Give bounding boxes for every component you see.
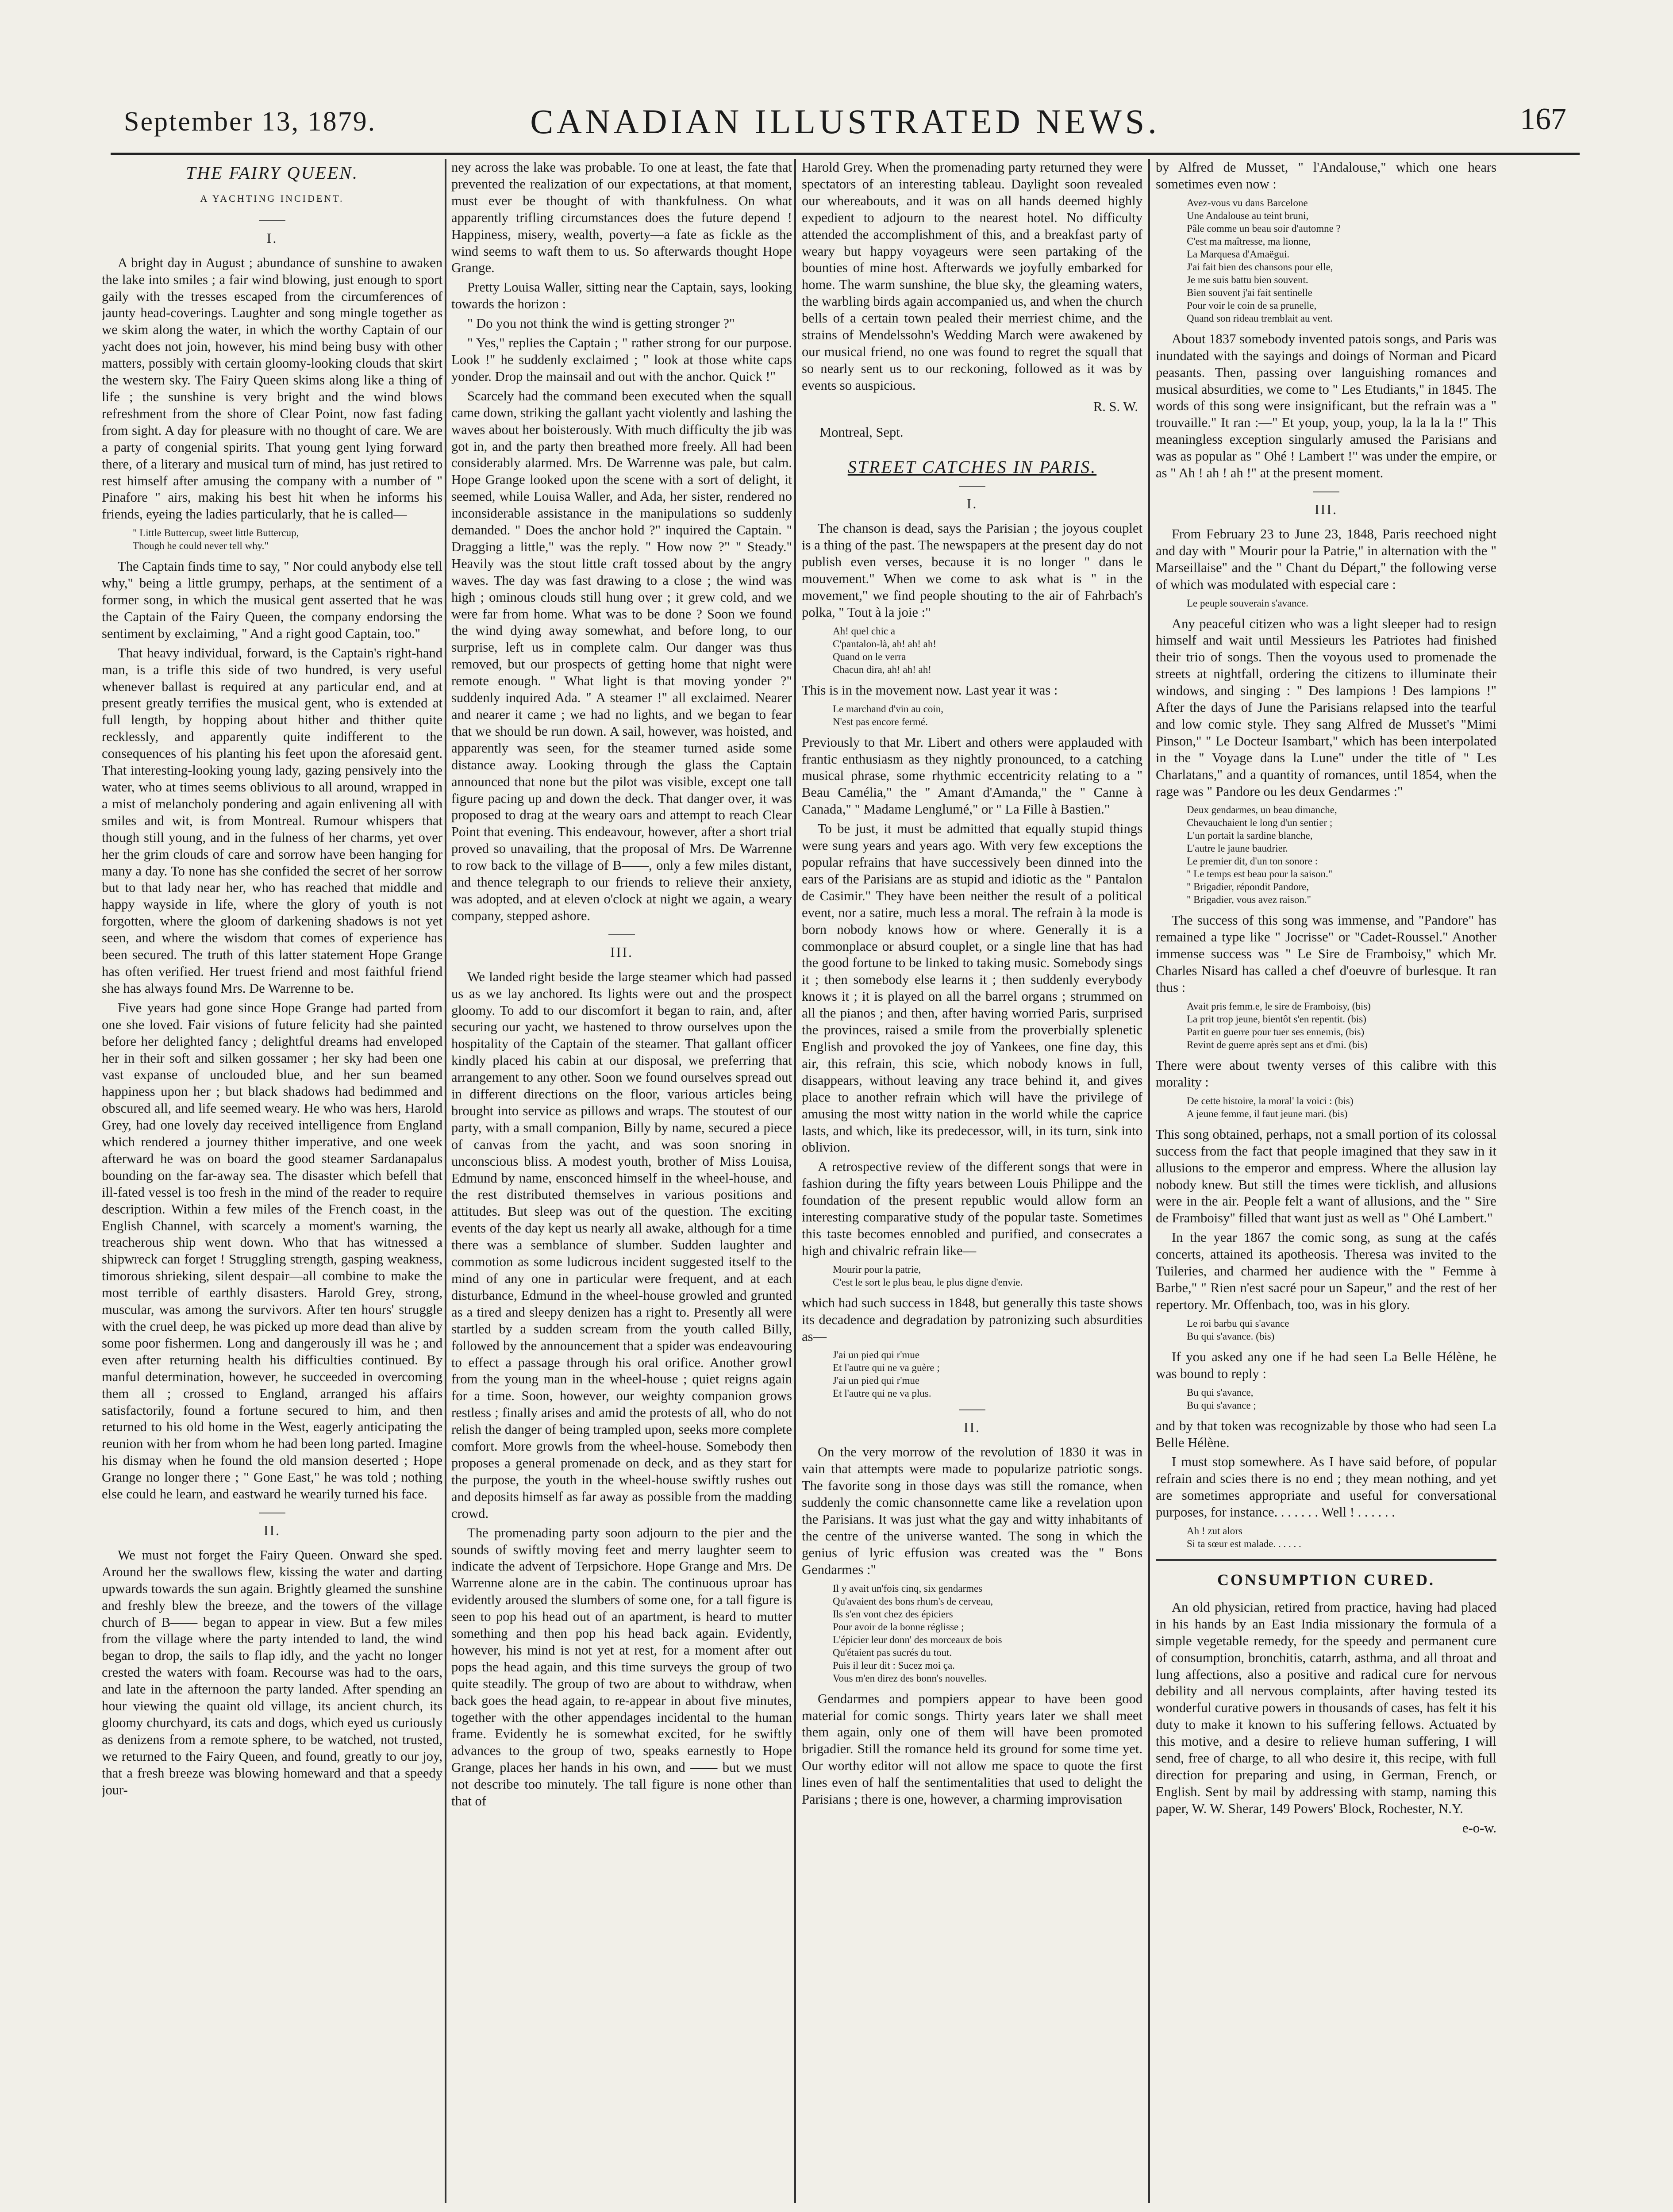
verse: Ah! quel chic a C'pantalon-là, ah! ah! ah! Quand on le verra Chacun dira, ah! ah! ah! (833, 625, 937, 675)
paragraph: which had such success in 1848, but generally this taste shows its decadence and degradation by patronizing such absurdities as— (802, 1295, 1142, 1344)
article-title: THE FAIRY QUEEN. (186, 163, 358, 183)
column-2 (451, 159, 792, 2203)
verse-line: Though he could never tell why." (133, 540, 269, 552)
paragraph: I must stop somewhere. As I have said before, of popular refrain and scies there is no end ; they mean nothing, and yet are sometimes appropriate and useful for conversational purposes, for instance. . . . . . . Well ! . . . . . . (1156, 1454, 1496, 1520)
paragraph: From February 23 to June 23, 1848, Paris reechoed night and day with " Mourir pour la Patrie," in alternation with the " Marseillaise" and the " Chant du Départ," the following verse of which was modulated with especial care : (1156, 526, 1496, 592)
paragraph: On the very morrow of the revolution of 1830 it was in vain that attempts were made to popularize patriotic songs. The favorite song in those days was still the romance, when suddenly the comic chansonnette came like a revelation upon the Parisians. It was just what the gay and witty inhabitants of the centre of the universe wanted. The song in which the genius of lyric effusion was created was the " Bons Gendarmes :" (802, 1444, 1142, 1577)
paragraph: That heavy individual, forward, is the Captain's right-hand man, is a trifle this side of two hundred, is very useful whenever ballast is required at any particular end, and at present greatly terrifies the musical gent, who is extended at full length, by hopping about hither and thither quite recklessly, and apparently quite indifferent to the consequences of his planting his feet upon the aforesaid gent. That interesting-looking young lady, gazing pensively into the water, who at times seems oblivious to all around, wrapped in a mist of melancholy pondering and again enlivening all with smiles and wit, is from Montreal. Rumour whispers that though still young, and in the fulness of her charms, yet over her the grim clouds of care and sorrow have been hanging for many a day. To none has she confided the secret of her sorrow but to that lady near her, who has reached that middle and happy wayside in life, where the glory of youth is not forgotten, where the gloom of darkening shadows is not yet seen, and where the wisdom that comes of experience has been secured. The truth of this latter statement Hope Grange has often verified. Her truest friend and most faithful friend she has always found Mrs. De Warrenne to be. (102, 645, 442, 996)
verse-line: " Little Buttercup, sweet little Buttercup, (133, 527, 299, 539)
column-3 (802, 159, 1142, 2203)
paragraph: Previously to that Mr. Libert and others were applauded with frantic enthusiasm as they nightly pronounced, to a catching musical phrase, some rhythmic eccentricity relating to a " Beau Camélia," the " Amant d'Amanda," the " Canne à Canada," " Madame Lenglumé," or " La Fille à Bastien." (802, 734, 1142, 817)
verse (133, 526, 442, 552)
verse: Le peuple souverain s'avance. (1187, 597, 1308, 609)
article-subtitle: A YACHTING INCIDENT. (200, 192, 344, 204)
verse: De cette histoire, la moral' la voici : (bis) A jeune femme, il faut jeune mari. (bis) (1187, 1095, 1354, 1119)
paragraph: This song obtained, perhaps, not a small portion of its colossal success from the fact that people imagined that they saw in it allusions to the emperor and empress. Where the allusion lay nobody knew. But still the times were ticklish, and allusions were in the air. People felt a want of allusions, and the " Sire de Framboisy" filled that want just as well as " Ohé Lambert." (1156, 1126, 1496, 1226)
paragraph: ney across the lake was probable. To one at least, the fate that prevented the realization of our expectations, at that moment, must ever be thought of with thankfulness. On what apparently trifling circumstances does the future depend ! Happiness, misery, wealth, poverty—a fate as fickle as the wind seems to waft them to us. So afterwards thought Hope Grange. (451, 160, 792, 276)
paragraph: A retrospective review of the different songs that were in fashion during the fifty years between Louis Philippe and the foundation of the present republic would allow form an interesting comparative study of the popular taste. Sometimes this taste becomes ennobled and purified, and consecrates a high and chivalric refrain like— (802, 1159, 1142, 1258)
header-rule (111, 153, 1580, 155)
paragraph: Harold Grey. When the promenading party returned they were spectators of an interesting tableau. Daylight soon revealed our whereabouts, and it was on all hands deemed highly expedient to adjourn to the nearest hotel. No difficulty attended the accomplishment of this, and a breakfast party of weary but happy voyageurs were seen partaking of the bounties of mine host. Afterwards we joyfully embarked for home. The warm sunshine, the blue sky, the gleaming waters, the warbling birds again accompanied us, and when the church bells of a certain town pealed their merriest chime, and the strains of Mendelssohn's Wedding March were awakened by our musical friend, no one was found to regret the squall that so nearly sent us to our reckoning, followed as it was by events so auspicious. (802, 160, 1142, 393)
author-signature: R. S. W. (1093, 399, 1138, 414)
section-number: I. (802, 486, 1142, 512)
verse: Deux gendarmes, un beau dimanche, Chevauchaient le long d'un sentier ; L'un portait la sardine blanche, L'autre le jaune baudrier. Le premier dit, d'un ton sonore : " Le temps est beau pour la saison." " Brigadier, répondit Pandore, " Brigadier, vous avez raison." (1187, 804, 1337, 906)
verse: Avait pris femm.e, le sire de Framboisy, (bis) La prit trop jeune, bientôt s'en repentit. (bis) Partit en guerre pour tuer ses ennemis, (bis) Revint de guerre après sept ans et d'mi. (bis) (1187, 1001, 1371, 1050)
dateline: Montreal, Sept. (819, 424, 904, 440)
paragraph: The success of this song was immense, and "Pandore" has remained a type like " Jocrisse" or "Cadet-Roussel." Another immense success was " Le Sire de Framboisy," which Mr. Charles Nisard has called a chef d'oeuvre of burlesque. It ran thus : (1156, 913, 1496, 995)
paragraph: Scarcely had the command been executed when the squall came down, striking the gallant yacht violently and lashing the waves about her boisterously. With much difficulty the jib was got in, and the party then breathed more freely. All had been considerably alarmed. Mrs. De Warrenne was pale, but calm. Hope Grange looked upon the scene with a sort of delight, it seemed, while Louisa Waller, and Ada, her sister, rendered no inconsiderable assistance in the manipulations so suddenly demanded. " Does the anchor hold ?" inquired the Captain. " Dragging a little," was the reply. " How now ?" " Steady." Heavily was the stout little craft tossed about by the angry waves. The day was fast drawing to a close ; the wind was high ; ominous clouds still hung over ; it grew cold, and we were far from home. What was to be done ? Soon we found the wind dying away somewhat, and before long, to our surprise, left us in complete calm. Our danger was thus removed, but our prospects of getting home that night were remote enough. " What light is that moving yonder ?" suddenly inquired Ada. " A steamer !" all exclaimed. Nearer and nearer it came ; we had no lights, and we began to fear that we should be run down. A sail, however, was hoisted, and apparently was seen, for the steamer turned aside some distance away. Looking through the glass the Captain announced that none but the pilot was visible, except one tall figure pacing up and down the deck. That danger over, it was proposed to drag at the weary oars and attempt to reach Clear Point that evening. This endeavour, however, after a short trial proved so unavailing, that the proposal of Mrs. De Warrenne to row back to the village of B——, only a few miles distant, and thence telegraph to our friends to relieve their anxiety, was adopted, and at eleven o'clock at night we again, a weary company, stepped ashore. (451, 388, 792, 923)
section-number: III. (1156, 492, 1496, 518)
paragraph: Any peaceful citizen who was a light sleeper had to resign himself and wait until Messieurs les Patriotes had finished their trio of songs. Then the voyous used to promenade the streets at nightfall, ordering the citizens to illuminate their windows, and singing : " Des lampions ! Des lampions !" After the days of June the Parisians relapsed into the tearful and low comic style. They sang Alfred de Musset's "Mimi Pinson," " Le Docteur Isambart," which has been interpolated in the " Voyage dans la Lune" under the title of " Les Charlatans," and a quantity of romances, until 1854, when the rage was " Pandore ou les deux Gendarmes :" (1156, 616, 1496, 799)
verse: Le roi barbu qui s'avance Bu qui s'avance. (bis) (1187, 1317, 1289, 1342)
ad-code: e-o-w. (1462, 1820, 1496, 1836)
advertisement-text: An old physician, retired from practice, having had placed in his hands by an East India missionary the formula of a simple vegetable remedy, for the speedy and permanent cure of consumption, bronchitis, catarrh, asthma, and all throat and lung affections, also a positive and radical cure for nervous debility and all nervous complaints, after having tested its wonderful curative powers in thousands of cases, has felt it his duty to make it known to his suffering fellows. Actuated by this motive, and a desire to relieve human suffering, I will send, free of charge, to all who desire it, this recipe, with full direction for preparing and using, in German, French, or English. Sent by mail by addressing with stamp, naming this paper, W. W. Sherar, 149 Powers' Block, Rochester, N.Y. (1156, 1599, 1496, 1816)
section-number: I. (102, 220, 442, 247)
paragraph: The Captain finds time to say, " Nor could anybody else tell why," being a little grumpy, perhaps, at the sentiment of a former song, in which the musical gent asserted that he was the Captain of the Fairy Queen, the company endorsing the sentiment by exclaiming, " And a right good Captain, too." (102, 559, 442, 641)
paragraph: The chanson is dead, says the Parisian ; the joyous couplet is a thing of the past. The newspapers at the present day do not publish even verses, because it is no longer " dans le mouvement." When we come to ask what is " in the movement," we find people shouting to the air of Fahrbach's polka, " Tout à la joie :" (802, 521, 1142, 620)
paragraph: Gendarmes and pompiers appear to have been good material for comic songs. Thirty years later we shall meet them again, only one of them will have been promoted brigadier. Still the romance held its ground for some time yet. Our worthy editor will not allow me space to quote the first lines even of half the sentimentalities that used to delight the Parisians ; there is one, however, a charming improvisation (802, 1691, 1142, 1807)
verse: J'ai un pied qui r'mue Et l'autre qui ne va guère ; J'ai un pied qui r'mue Et l'autre qui ne va plus. (833, 1349, 940, 1399)
section-number: III. (451, 934, 792, 961)
advertisement-heading: CONSUMPTION CURED. (1156, 1559, 1496, 1589)
paragraph: Five years had gone since Hope Grange had parted from one she loved. Fair visions of future felicity had she painted before her delighted fancy ; delightful dreams had enveloped her in their soft and silken gossamer ; her sky had been one vast expanse of unclouded blue, and her sun beamed happiness upon her ; but black shadows had bedimmed and obscured all, and life seemed weary. He who was hers, Harold Grey, had one lovely day received intelligence from England which rendered a journey thither imperative, and one week afterward he was on board the good steamer Sardanapalus bounding on the far-away sea. The disaster which befell that ill-fated vessel is too fresh in the mind of the reader to require description. Within a few miles of the French coast, in the English Channel, with scarcely a moment's warning, the treacherous ship went down. Who that has witnessed a shipwreck can forget ! Struggling strength, gasping weakness, timorous shrieking, silent despair—all combine to make the most terrible of earthly disasters. Harold Grey, strong, muscular, was among the survivors. After ten hours' struggle with the cruel deep, he was picked up more dead than alive by some poor fishermen. Long and dangerously ill was he ; and even after returning health his difficulties continued. By manful determination, however, he succeeded in overcoming them all ; crossed to England, arranged his affairs satisfactorily, found a fortune secured to him, and then returned to his old home in the West, eagerly anticipating the reunion with her from whom he had been long parted. Imagine his dismay when he found the old mansion deserted ; Hope Grange no longer there ; " Gone East," he was told ; nothing else could he learn, and eastward he wearily turned his face. (102, 1000, 442, 1502)
column-divider (794, 159, 796, 2203)
newspaper-title: CANADIAN ILLUSTRATED NEWS. (530, 102, 1160, 141)
verse: Bu qui s'avance, Bu qui s'avance ; (1187, 1386, 1256, 1411)
section-number: II. (102, 1513, 442, 1539)
paragraph: If you asked any one if he had seen La Belle Hélène, he was bound to reply : (1156, 1349, 1496, 1381)
paragraph: There were about twenty verses of this calibre with this morality : (1156, 1058, 1496, 1090)
column-4 (1156, 159, 1496, 2203)
paragraph: To be just, it must be admitted that equally stupid things were sung years and years ago. With very few exceptions the popular refrains that have successively been dinned into the ears of the Parisians are as stupid and idiotic as the " Pantalon de Casimir." They have been neither the result of a political event, nor a satire, much less a moral. The refrain à la mode is born nobody knows how or where. Generally it is a commonplace or absurd couplet, or a single line that has had the good fortune to be linked to taking music. Somebody sings it ; then somebody else learns it ; then suddenly everybody knows it ; it is played on all the barrel organs ; strummed on all the pianos ; and then, after having worried Paris, surprised the provinces, raised a smile from the proverbially splenetic English and provoked the joy of Yankees, one fine day, this air, this refrain, this scie, which nobody knows in full, disappears, without leaving any trace behind it, and gives place to another refrain which will have the privilege of amusing the most witty nation in the world while the caprice lasts, and which, like its predecessor, will, in its turn, sink into oblivion. (802, 821, 1142, 1155)
paragraph: Pretty Louisa Waller, sitting near the Captain, says, looking towards the horizon : (451, 280, 792, 312)
paragraph: About 1837 somebody invented patois songs, and Paris was inundated with the sayings and doings of Norman and Picard peasants. Then, passing over languishing romances and musical absurdities, we come to " Les Etudiants," in 1845. The words of this song were insignificant, but the refrain was a " trouvaille." It ran :—" Et youp, youp, youp, la la la la !" This meaningless exception singularly amused the Parisians and was as popular as " Ohé ! Lambert !" was under the empire, or as " Ah ! ah ! ah !" at the present moment. (1156, 331, 1496, 481)
section-number: II. (802, 1409, 1142, 1436)
column-1 (102, 159, 442, 2203)
column-divider (445, 159, 446, 2203)
paragraph: " Do you not think the wind is getting stronger ?" (467, 316, 735, 331)
paragraph: by Alfred de Musset, " l'Andalouse," which one hears sometimes even now : (1156, 160, 1496, 192)
paragraph: We landed right beside the large steamer which had passed us as we lay anchored. Its lights were out and the prospect gloomy. To add to our discomfort it began to rain, and, after securing our yacht, we hastened to throw ourselves upon the hospitality of the Captain of the steamer. That gallant officer kindly placed his cabin at our disposal, we preferring that arrangement to any other. Soon we found ourselves spread out in different directions on the floor, various articles being brought into service as pillows and wraps. The stoutest of our party, with a small companion, Billy by name, secured a piece of canvas from the yacht, and was soon snoring in unconscious bliss. A modest youth, brother of Miss Louisa, Edmund by name, ensconced himself in the wheel-house, and the rest distributed themselves in various positions and attitudes. But sleep was out of the question. The exciting events of the day kept us nearly all awake, although for a time there was a semblance of slumber. Sudden laughter and commotion as some ludicrous incident suggested itself to the mind of any one in particular were frequent, and at each disturbance, Edmund in the wheel-house growled and grunted as a tired and sleepy denizen has a right to. Presently all were startled by a sudden scream from the youth called Billy, followed by the announcement that a spider was endeavouring to effect a passage through his oral orifice. Another growl from the young man in the wheel-house ; quiet reigns again for a time. Soon, however, our weighty companion grows restless ; finally arises and amid the protests of all, who do not relish the danger of being trampled upon, seeks more complete comfort. More growls from the wheel-house. Somebody then proposes a general promenade on deck, and as they start for the purpose, the youth in the wheel-house swiftly rushes out and deposits himself as far away as possible from the madding crowd. (451, 969, 792, 1521)
verse: Ah ! zut alors Si ta sœur est malade. . . . . . (1187, 1525, 1301, 1550)
paragraph: and by that token was recognizable by those who had seen La Belle Hélène. (1156, 1418, 1496, 1450)
paragraph: This is in the movement now. Last year it was : (802, 682, 1058, 698)
paragraph: In the year 1867 the comic song, as sung at the cafés concerts, attained its apotheosis. Theresa was invited to the Tuileries, and charmed her audience with the " Femme à Barbe," " Rien n'est sacré pour un Sapeur," and the rest of her repertory. Mr. Offenbach, too, was in his glory. (1156, 1230, 1496, 1312)
paragraph: A bright day in August ; abundance of sunshine to awaken the lake into smiles ; a fair wind blowing, just enough to sport gaily with the tresses escaped from the circumferences of jaunty head-coverings. Laughter and song mingle together as we skim along the water, in which the worthy Captain of our yacht does not join, however, his mind being busy with other matters, possibly with certain gloomy-looking clouds that skirt the western sky. The Fairy Queen skims along like a thing of life ; the sunshine is very bright and the wind blows refreshment from the shore of Clear Point, now fast fading from sight. A day for pleasure with no thought of care. We are a party of congenial spirits. That young gent lying forward there, of a literary and musical turn of mind, has just retired to rest himself after amusing the company with a number of " Pinafore " airs, making his best hit when he informs his friends, eyeing the ladies particularly, that he is called— (102, 255, 442, 522)
page-number: 167 (1520, 102, 1566, 136)
masthead (124, 102, 1566, 150)
paragraph: The promenading party soon adjourn to the pier and the sounds of swiftly moving feet and merry laughter seem to indicate the advent of Terpsichore. Hope Grange and Mrs. De Warrenne alone are in the cabin. The continuous uproar has evidently aroused the slumbers of some one, for a tall figure is seen to pop his head out of an apartment, is heard to mutter something and then pop his head back again. Evidently, however, his mind is not yet at rest, for a moment after out pops the head again, and this time surveys the group of two quite steadily. The group of two are about to withdraw, when back goes the head again, to re-appear in about five minutes, together with the other appendages incidental to the human frame. Evidently he is somewhat excited, for he swiftly advances to the group of two, speaks earnestly to Hope Grange, places her hands in his own, and —— but we must not describe too minutely. The tall figure is none other than that of (451, 1525, 792, 1809)
column-divider (1148, 159, 1150, 2203)
verse: Il y avait un'fois cinq, six gendarmes Qu'avaient des bons rhum's de cerveau, Ils s'en vont chez des épiciers Pour avoir de la bonne réglisse ; L'épicier leur donn' des morceaux de bois Qu'étaient pas sucrés du tout. Puis il leur dit : Sucez moi ça. Vous m'en direz des bonn's nouvelles. (833, 1582, 1002, 1684)
verse: Avez-vous vu dans Barcelone Une Andalouse au teint bruni, Pâle comme un beau soir d'automne ? C'est ma maîtresse, ma lionne, La Marquesa d'Amaëgui. J'ai fait bien des chansons pour elle, Je me suis battu bien souvent. Bien souvent j'ai fait sentinelle Pour voir le coin de sa prunelle, Quand son rideau tremblait au vent. (1187, 197, 1341, 324)
article-title: STREET CATCHES IN PARIS. (847, 457, 1097, 477)
issue-date: September 13, 1879. (124, 107, 377, 137)
verse: Mourir pour la patrie, C'est le sort le plus beau, le plus digne d'envie. (833, 1263, 1023, 1288)
verse: Le marchand d'vin au coin, N'est pas encore fermé. (833, 703, 944, 727)
paragraph: " Yes," replies the Captain ; " rather strong for our purpose. Look !" he suddenly exclaimed ; " look at those white caps yonder. Drop the mainsail and out with the anchor. Quick !" (451, 335, 792, 384)
paragraph: We must not forget the Fairy Queen. Onward she sped. Around her the swallows flew, kissing the water and darting upwards towards the sun again. Brightly gleamed the sunshine and freshly blew the breeze, and the towers of the village church of B—— began to appear in view. But a few miles from the village where the party intended to land, the wind began to drop, the sails to flap idly, and the yacht no longer crested the waters with foam. Recourse was had to the oars, and late in the afternoon the party landed. After spending an hour viewing the quaint old village, its ancient church, its gloomy churchyard, its cats and dogs, which eyed us curiously as denizens from a remote sphere, to be watched, not trusted, we returned to the Fairy Queen, and found, greatly to our joy, that a fresh breeze was blowing homeward and that a speedy jour- (102, 1547, 442, 1797)
